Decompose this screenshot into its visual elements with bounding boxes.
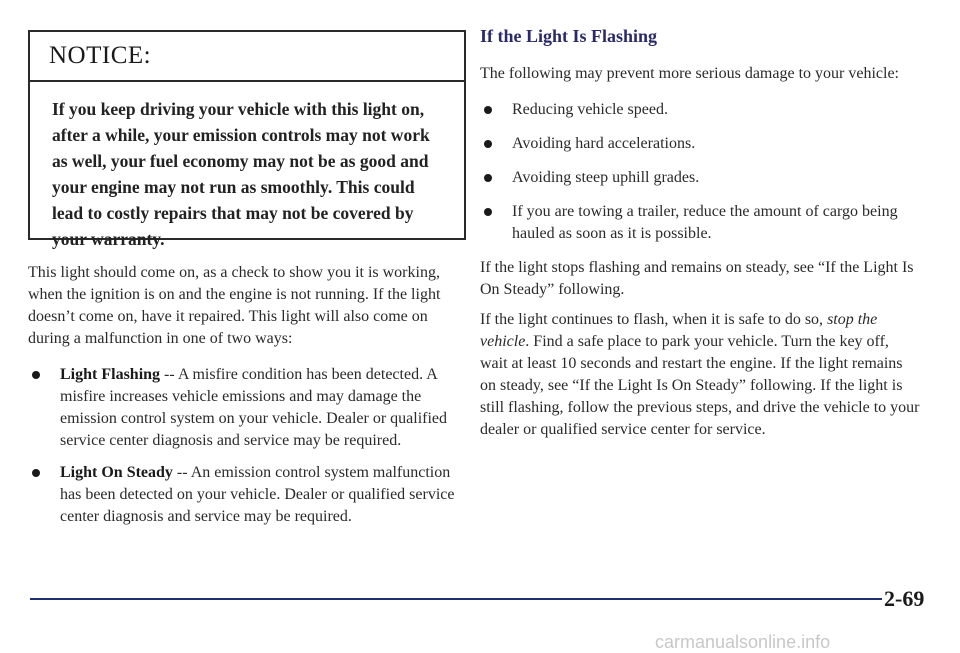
bullet-icon: [484, 106, 492, 114]
bullet-separator: --: [172, 464, 191, 481]
bullet-text: An emission control system malfunction has been detected on your vehicle. Dealer or qualified service center diagnosis and service may be required.: [60, 464, 455, 525]
section-heading: If the Light Is Flashing: [480, 26, 658, 46]
list-item: [480, 167, 920, 189]
list-item: [480, 133, 920, 155]
list-item-text: Reducing vehicle speed.: [512, 101, 668, 118]
malfunction-modes-list: [28, 364, 468, 528]
notice-title: NOTICE:: [30, 32, 464, 82]
bullet-icon: [484, 208, 492, 216]
list-item: [480, 99, 920, 121]
bullet-icon: [32, 469, 40, 477]
list-item-light-on-steady: [28, 462, 468, 528]
watermark: carmanualsonline.info: [655, 632, 831, 652]
left-column: [28, 30, 468, 538]
intro-paragraph: This light should come on, as a check to show you it is working, when the ignition is on and the engine is not running. If the light doesn’t come on, have it repaired. This light will also come on during a malfunction in one of two ways:: [28, 264, 441, 347]
para-text-start: If the light continues to flash, when it is safe to do so,: [480, 311, 828, 328]
notice-box: [28, 30, 466, 249]
bullet-term: Light Flashing: [60, 366, 161, 383]
bullet-icon: [484, 174, 492, 182]
bullet-text: A misfire condition has been detected. A misfire increases vehicle emissions and may damage the emission control system on your vehicle. Dealer or qualified service center diagnosis and service may be required.: [60, 366, 448, 449]
right-intro: The following may prevent more serious damage to your vehicle:: [480, 65, 899, 82]
bullet-icon: [484, 140, 492, 148]
right-column: [480, 26, 920, 441]
para-text-end: . Find a safe place to park your vehicle. Turn the key off, wait at least 10 seconds and restart the engine. If the light remains on steady, see “If the Light Is On Steady” following. If the light is still flashing, follow the previous steps, and drive the vehicle to your dealer or qualified service center for service.: [480, 333, 920, 438]
bullet-separator: --: [160, 366, 178, 383]
bullet-term: Light On Steady: [60, 464, 173, 481]
notice-text: If you keep driving your vehicle with this light on, after a while, your emission controls may not work as well, your fuel economy may not be as good and your engine may not run as smoothly. This could lead to costly repairs that may not be covered by your warranty.: [52, 99, 430, 249]
bullet-icon: [32, 371, 40, 379]
prevention-list: [480, 99, 920, 245]
footer-rule: [30, 598, 882, 600]
continues-flashing-paragraph: [480, 309, 920, 441]
page-number: 2-69: [884, 586, 925, 611]
list-item-text: If you are towing a trailer, reduce the amount of cargo being hauled as soon as it is possible.: [512, 203, 898, 242]
para-text-italic: stop the vehicle: [480, 311, 878, 350]
list-item-text: Avoiding hard accelerations.: [512, 135, 696, 152]
list-item: [480, 201, 920, 245]
steady-paragraph: If the light stops flashing and remains on steady, see “If the Light Is On Steady” following.: [480, 259, 914, 298]
list-item-light-flashing: [28, 364, 468, 452]
list-item-text: Avoiding steep uphill grades.: [512, 169, 700, 186]
